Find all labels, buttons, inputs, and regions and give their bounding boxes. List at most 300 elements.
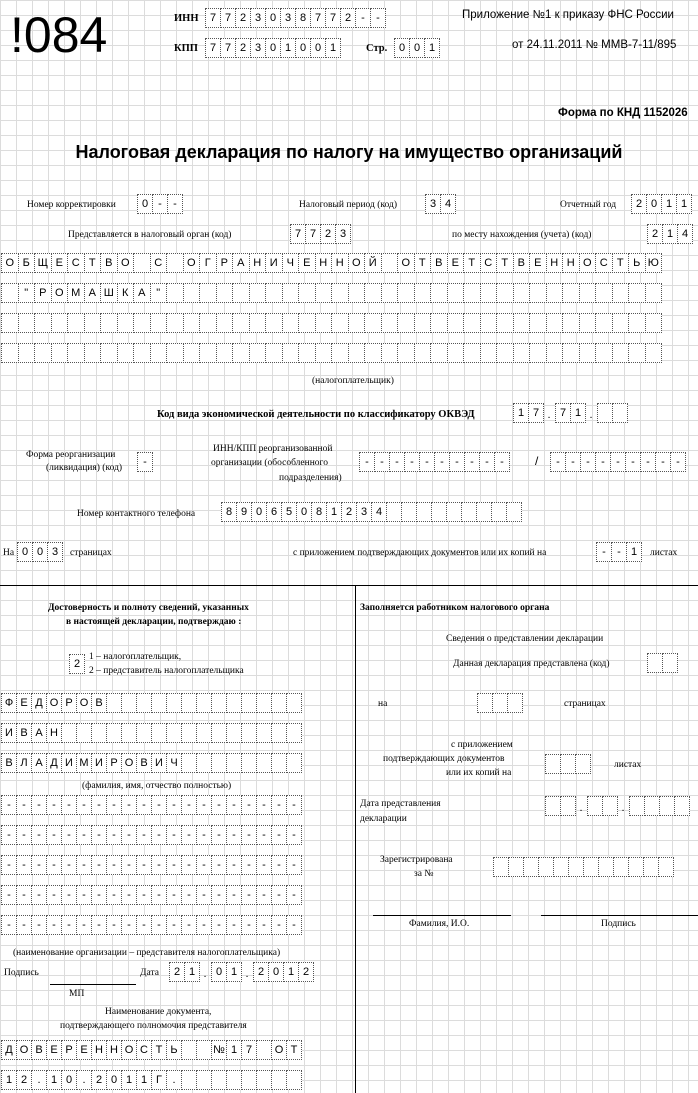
tax-authority-cell: 2 [320, 224, 336, 244]
representative-cell: - [286, 795, 302, 815]
okved-dot: . [547, 409, 551, 421]
name-cell [136, 723, 152, 743]
organization-name-cell: М [67, 283, 85, 303]
organization-name-cell [133, 343, 151, 363]
registration-cell [613, 857, 629, 877]
name-cell [256, 723, 272, 743]
representative-cell: - [31, 885, 47, 905]
report-year-cell: 2 [631, 194, 647, 214]
representative-cell: - [121, 825, 137, 845]
phone-cell: 5 [281, 502, 297, 522]
empty-cell [560, 796, 576, 816]
name-cell: Н [46, 723, 62, 743]
organization-name-cell [166, 343, 184, 363]
representative-row [1, 795, 301, 815]
tax-authority-cell: 7 [290, 224, 306, 244]
organization-name-cell [447, 343, 465, 363]
phone-cell [401, 502, 417, 522]
taxpayer-label: (налогоплательщик) [312, 376, 394, 386]
organization-name-cell: О [579, 253, 597, 273]
organization-name-cell [397, 343, 415, 363]
organization-name-cell [298, 343, 316, 363]
empty-cell [659, 796, 675, 816]
organization-name-cell [315, 343, 333, 363]
representative-cell: - [61, 855, 77, 875]
representative-cell: - [121, 915, 137, 935]
organization-name-cell [579, 283, 597, 303]
phone-cell: 8 [221, 502, 237, 522]
organization-name-cell [397, 283, 415, 303]
organization-name-cell [628, 343, 646, 363]
submitted-code-label: Данная декларация представлена (код) [453, 659, 610, 669]
inn-cell: 7 [325, 8, 341, 28]
patronymic-cell: О [121, 753, 137, 773]
document-cell: 0 [61, 1070, 77, 1090]
organization-name-cell [348, 343, 366, 363]
organization-name-cell: С [595, 253, 613, 273]
tax-authority-label: Представляется в налоговый орган (код) [68, 230, 232, 240]
reorg-inn-label-2: организации (обособленного [211, 458, 328, 468]
patronymic-cell [271, 753, 287, 773]
date-dot: . [245, 968, 249, 980]
inn-cell: 7 [220, 8, 236, 28]
appendix-text: Приложение №1 к приказу ФНС России [462, 9, 674, 21]
representative-cell: - [16, 855, 32, 875]
registration-cell [643, 857, 659, 877]
organization-name-cell [67, 343, 85, 363]
representative-cell: - [286, 855, 302, 875]
representative-cell: - [211, 825, 227, 845]
attachments-suffix: листах [650, 548, 678, 558]
representative-cell: - [241, 825, 257, 845]
right-attach-3: или их копий на [446, 768, 512, 778]
surname-cell: Е [16, 693, 32, 713]
inn-cell: - [355, 8, 371, 28]
organization-name-cell: Ю [645, 253, 663, 273]
organization-name-cell [364, 343, 382, 363]
organization-name-cell: К [117, 283, 135, 303]
page-cell: 1 [424, 38, 440, 58]
registration-cell [628, 857, 644, 877]
document-cell: Р [61, 1040, 77, 1060]
representative-cell: - [196, 855, 212, 875]
phone-cell: 2 [341, 502, 357, 522]
representative-cell: - [151, 855, 167, 875]
organization-name-cell: Т [463, 253, 481, 273]
document-cell [286, 1070, 302, 1090]
representative-cell: - [1, 885, 17, 905]
inn-cells [205, 8, 385, 28]
organization-name-cell [282, 283, 300, 303]
representative-cell: - [16, 885, 32, 905]
tax-authority-cell: 7 [305, 224, 321, 244]
representative-cell: - [151, 915, 167, 935]
organization-name-cell [249, 313, 267, 333]
representative-cell: - [106, 795, 122, 815]
okved-cell [612, 403, 628, 423]
name-cell: А [31, 723, 47, 743]
registration-cell [583, 857, 599, 877]
organization-name-cell: Е [51, 253, 69, 273]
organization-name-cell [166, 253, 184, 273]
kpp-cell: 7 [205, 38, 221, 58]
representative-cell: - [91, 825, 107, 845]
signer-code-cells [69, 654, 84, 674]
document-cell: 1 [136, 1070, 152, 1090]
organization-name-cell: О [183, 253, 201, 273]
representative-cell: - [286, 825, 302, 845]
document-cell: 2 [91, 1070, 107, 1090]
organization-name-cell [298, 313, 316, 333]
document-cell: . [76, 1070, 92, 1090]
name-cell [151, 723, 167, 743]
organization-name-cell [562, 313, 580, 333]
date-cell: 1 [226, 962, 242, 982]
document-cell: Е [76, 1040, 92, 1060]
empty-cell [492, 693, 508, 713]
organization-name-cell: Ь [628, 253, 646, 273]
representative-cell: - [286, 915, 302, 935]
empty-cell [662, 653, 678, 673]
date-cell: 2 [169, 962, 185, 982]
organization-name-cell [595, 313, 613, 333]
representative-cell: - [106, 855, 122, 875]
reorg-kpp-cell: - [670, 452, 686, 472]
organization-name-cell [562, 283, 580, 303]
organization-name-cell [51, 343, 69, 363]
organization-name-cell: Н [331, 253, 349, 273]
representative-cell: - [211, 885, 227, 905]
representative-cell: - [16, 825, 32, 845]
organization-name-cell [315, 313, 333, 333]
representative-cell: - [106, 915, 122, 935]
report-year-cells [631, 194, 691, 214]
reorg-label-1: Форма реорганизации [26, 450, 116, 460]
document-cell: Т [286, 1040, 302, 1060]
inn-cell: 2 [235, 8, 251, 28]
organization-name-cell [117, 343, 135, 363]
representative-cell: - [151, 795, 167, 815]
tax-authority-cells [290, 224, 350, 244]
form-code: Форма по КНД 1152026 [558, 107, 688, 119]
document-cell: 1 [46, 1070, 62, 1090]
organization-name-cell [166, 283, 184, 303]
empty-cell [545, 796, 561, 816]
organization-name-cell [513, 343, 531, 363]
name-cell [121, 723, 137, 743]
surname-cell: Ф [1, 693, 17, 713]
organization-name-cell: О [51, 283, 69, 303]
document-label-2: подтверждающего полномочия представителя [60, 1021, 247, 1031]
registration-cell [508, 857, 524, 877]
location-cell: 1 [662, 224, 678, 244]
submission-info: Сведения о представлении декларации [446, 634, 604, 644]
representative-cell: - [211, 795, 227, 815]
representative-cell: - [226, 825, 242, 845]
surname-cell [286, 693, 302, 713]
registration-number-cells [493, 857, 673, 877]
attachments-cells [596, 542, 641, 562]
organization-name-cell [628, 313, 646, 333]
reorg-inn-cell: - [479, 452, 495, 472]
organization-name-cell: А [84, 283, 102, 303]
submitted-code-cells [647, 653, 677, 673]
patronymic-cell [181, 753, 197, 773]
organization-name-cell [546, 343, 564, 363]
document-cell: Н [106, 1040, 122, 1060]
date-dot: . [203, 968, 207, 980]
name-cell: И [1, 723, 17, 743]
organization-name-cell [381, 253, 399, 273]
okved-dot: . [589, 409, 593, 421]
representative-cell: - [196, 825, 212, 845]
okved-cell [597, 403, 613, 423]
report-year-cell: 1 [661, 194, 677, 214]
date-label: Дата [140, 968, 159, 978]
representative-cell: - [151, 825, 167, 845]
organization-name-cell [331, 313, 349, 333]
organization-name-cell [562, 343, 580, 363]
registration-cell [538, 857, 554, 877]
organization-name-cell [282, 313, 300, 333]
kpp-cell: 0 [310, 38, 326, 58]
organization-name-cell [1, 283, 19, 303]
document-cell: Г [151, 1070, 167, 1090]
pages-cell: 0 [17, 542, 33, 562]
organization-name-cell [183, 283, 201, 303]
name-cell [106, 723, 122, 743]
organization-name-cell [216, 283, 234, 303]
reorg-label-2: (ликвидация) (код) [46, 463, 123, 473]
surname-cell [196, 693, 212, 713]
organization-name-cell: В [513, 253, 531, 273]
attachments-label: с приложением подтверждающих документов или их копий на [293, 548, 547, 558]
surname-cell [211, 693, 227, 713]
representative-cell: - [181, 795, 197, 815]
organization-name-cell: С [67, 253, 85, 273]
reorg-cells [137, 452, 152, 472]
representative-row [1, 825, 301, 845]
submission-date-cells [545, 796, 689, 816]
organization-name-row [1, 313, 661, 333]
document-cell: № [211, 1040, 227, 1060]
organization-name-cell [381, 313, 399, 333]
organization-name-cell [496, 313, 514, 333]
location-cells [647, 224, 692, 244]
representative-cell: - [91, 855, 107, 875]
okved-cell: 7 [528, 403, 544, 423]
representative-cell: - [91, 795, 107, 815]
organization-name-cell [84, 343, 102, 363]
surname-cell: Р [61, 693, 77, 713]
document-cell [241, 1070, 257, 1090]
organization-name-cell [150, 313, 168, 333]
reorg-inn-cell: - [434, 452, 450, 472]
name-cell [166, 723, 182, 743]
document-cell: . [166, 1070, 182, 1090]
organization-name-cell [348, 283, 366, 303]
representative-cell: - [31, 915, 47, 935]
organization-name-cell [529, 313, 547, 333]
document-cell [256, 1040, 272, 1060]
representative-cell: - [16, 795, 32, 815]
organization-name-cell [529, 343, 547, 363]
representative-cell: - [76, 915, 92, 935]
phone-cells [221, 502, 521, 522]
representative-cell: - [196, 885, 212, 905]
correction-label: Номер корректировки [27, 200, 116, 210]
reorg-inn-cell: - [359, 452, 375, 472]
organization-name-cell: А [133, 283, 151, 303]
organization-name-cell [183, 313, 201, 333]
phone-cell: 0 [296, 502, 312, 522]
patronymic-cell: Л [16, 753, 32, 773]
kpp-cell: 1 [325, 38, 341, 58]
correction-cells [137, 194, 182, 214]
surname-cell [151, 693, 167, 713]
surname-cell [136, 693, 152, 713]
document-cell [226, 1070, 242, 1090]
representative-cell: - [271, 795, 287, 815]
representative-cell: - [256, 855, 272, 875]
kpp-cell: 7 [220, 38, 236, 58]
signature-label: Подпись [4, 968, 39, 978]
organization-name-cell: Р [34, 283, 52, 303]
column-divider [355, 585, 356, 1093]
registration-cell [568, 857, 584, 877]
inn-cell: 7 [310, 8, 326, 28]
document-cell: Т [151, 1040, 167, 1060]
organization-name-cell [430, 313, 448, 333]
representative-cell: - [106, 825, 122, 845]
representative-cell: - [256, 885, 272, 905]
reorg-inn-cells [359, 452, 509, 472]
signer-option-1: 1 – налогоплательщик, [89, 652, 182, 662]
organization-name-cell [183, 343, 201, 363]
name-cell [241, 723, 257, 743]
representative-cell: - [166, 885, 182, 905]
reorg-kpp-cell: - [580, 452, 596, 472]
organization-name-cell [447, 313, 465, 333]
kpp-label: КПП [174, 43, 198, 54]
organization-name-cell [232, 313, 250, 333]
representative-cell: - [46, 855, 62, 875]
reorg-kpp-cells [550, 452, 685, 472]
right-on-label: на [378, 699, 388, 709]
inn-label: ИНН [174, 13, 199, 24]
kpp-cell: 2 [235, 38, 251, 58]
reorg-cell: - [137, 452, 153, 472]
organization-name-cell: Н [249, 253, 267, 273]
representative-cell: - [31, 825, 47, 845]
representative-cell: - [1, 915, 17, 935]
organization-name-cell: О [348, 253, 366, 273]
representative-cell: - [1, 825, 17, 845]
pages-suffix: страницах [70, 548, 112, 558]
representative-cell: - [151, 885, 167, 905]
patronymic-cell: И [91, 753, 107, 773]
stamp-label: МП [69, 989, 85, 999]
tax-period-cell: 3 [425, 194, 441, 214]
inn-cell: 3 [250, 8, 266, 28]
organization-name-cell [364, 283, 382, 303]
document-row-2 [1, 1070, 301, 1090]
representative-cell: - [196, 795, 212, 815]
representative-cell: - [256, 915, 272, 935]
attachments-cell: - [611, 542, 627, 562]
organization-name-cell [199, 313, 217, 333]
organization-name-row [1, 343, 661, 363]
organization-name-cell: Т [612, 253, 630, 273]
official-sign-label: Подпись [601, 919, 636, 929]
representative-cell: - [121, 855, 137, 875]
organization-name-cell [447, 283, 465, 303]
report-year-label: Отчетный год [560, 200, 617, 210]
surname-cell [106, 693, 122, 713]
representative-cell: - [46, 885, 62, 905]
representative-cell: - [271, 825, 287, 845]
empty-cell [644, 796, 660, 816]
organization-name-cell [612, 313, 630, 333]
representative-cell: - [76, 855, 92, 875]
reorg-kpp-cell: - [625, 452, 641, 472]
empty-cell [587, 796, 603, 816]
page-title: Налоговая декларация по налогу на имущество организаций [75, 142, 623, 162]
representative-cell: - [181, 915, 197, 935]
organization-name-cell [1, 343, 19, 363]
surname-cells [1, 693, 301, 713]
name-cell [196, 723, 212, 743]
phone-cell: 4 [371, 502, 387, 522]
confirm-title-1: Достоверность и полноту сведений, указанных [48, 603, 249, 613]
representative-cell: - [76, 885, 92, 905]
okved-cell: 7 [555, 403, 571, 423]
organization-name-cell: Р [216, 253, 234, 273]
representative-cell: - [61, 795, 77, 815]
date-cell: 1 [184, 962, 200, 982]
organization-name-cell [496, 343, 514, 363]
tax-period-cells [425, 194, 455, 214]
signer-option-2: 2 – представитель налогоплательщика [89, 666, 244, 676]
empty-cell [560, 754, 576, 774]
organization-name-cell: Е [529, 253, 547, 273]
organization-name-cell [150, 343, 168, 363]
surname-cell [241, 693, 257, 713]
document-cell [211, 1070, 227, 1090]
organization-name-row [1, 283, 661, 303]
organization-name-cell: " [150, 283, 168, 303]
patronymic-cell: Д [46, 753, 62, 773]
name-cell [76, 723, 92, 743]
organization-name-cell: А [232, 253, 250, 273]
date-dot: . [621, 802, 625, 814]
page-label: Стр. [366, 43, 388, 54]
kpp-cell: 0 [265, 38, 281, 58]
organization-name-cell [232, 283, 250, 303]
organization-name-cell [133, 253, 151, 273]
name-cell [286, 723, 302, 743]
date-cell: 1 [283, 962, 299, 982]
name-cell [181, 723, 197, 743]
representative-cell: - [241, 915, 257, 935]
organization-name-cell [381, 343, 399, 363]
organization-name-cell: Е [298, 253, 316, 273]
page-cell: 0 [409, 38, 425, 58]
organization-name-cell [348, 313, 366, 333]
empty-cell [545, 754, 561, 774]
representative-cell: - [166, 915, 182, 935]
phone-cell: 8 [311, 502, 327, 522]
